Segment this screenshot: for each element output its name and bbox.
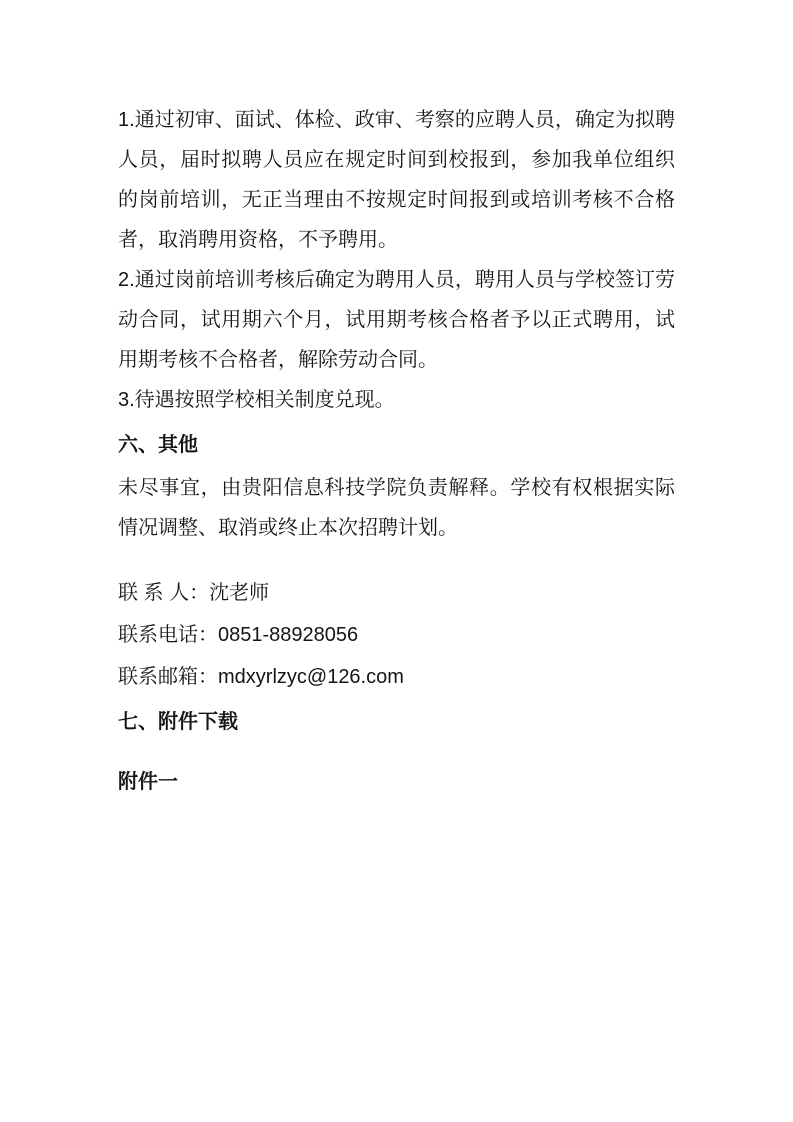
contact-person-line	[118, 573, 675, 613]
paragraph-hiring-step-3: 3.待遇按照学校相关制度兑现。	[118, 389, 395, 411]
contact-person-value: 沈老师	[209, 582, 270, 604]
contact-email-value: mdxyrlzyc@126.com	[218, 666, 404, 688]
paragraph-hiring-step-1: 1.通过初审、面试、体检、政审、考察的应聘人员，确定为拟聘人员，届时拟聘人员应在规定时间到校报到，参加我单位组织的岗前培训，无正当理由不按规定时间报到或培训考核不合格者，取消聘用资格，不予聘用。	[118, 109, 675, 251]
contact-email-label: 联系邮箱：	[118, 666, 218, 688]
contact-email-line	[118, 657, 675, 697]
section-heading-attachment-download: 七、附件下载	[118, 711, 238, 733]
section-heading-others: 六、其他	[118, 434, 198, 456]
contact-phone-label: 联系电话：	[118, 624, 218, 646]
paragraph-hiring-step-2: 2.通过岗前培训考核后确定为聘用人员，聘用人员与学校签订劳动合同，试用期六个月，试用期考核合格者予以正式聘用，试用期考核不合格者，解除劳动合同。	[118, 269, 675, 371]
contact-phone-line	[118, 615, 675, 655]
attachment-one-label: 附件一	[118, 771, 178, 793]
paragraph-disclaimer: 未尽事宜，由贵阳信息科技学院负责解释。学校有权根据实际情况调整、取消或终止本次招聘计划。	[118, 477, 675, 539]
contact-person-label: 联 系 人：	[118, 582, 210, 604]
contact-block	[118, 573, 675, 697]
contact-phone-value: 0851-88928056	[218, 624, 359, 646]
